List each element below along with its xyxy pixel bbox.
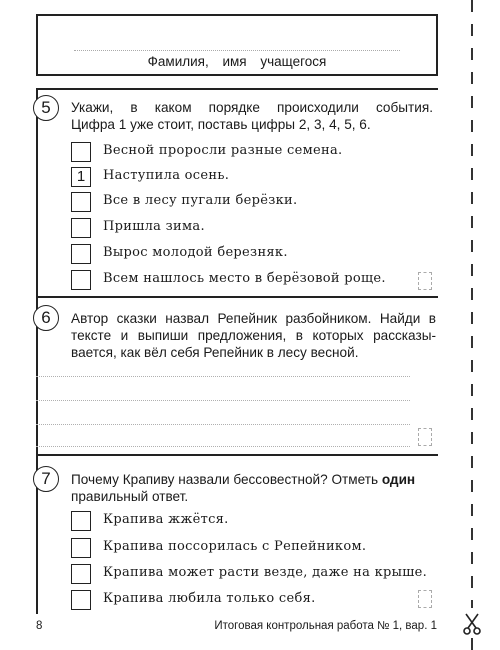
cut-line-segment (471, 288, 473, 300)
cut-line-segment (471, 384, 473, 396)
q7-prompt-emphasis: один (381, 472, 416, 487)
cut-line-segment (471, 120, 473, 132)
answer-writing-line[interactable] (36, 424, 410, 425)
cut-line-segment (471, 456, 473, 468)
cut-line-segment (471, 408, 473, 420)
cut-line-segment (471, 480, 473, 492)
q6-score-box[interactable] (418, 428, 432, 446)
cut-line-segment (471, 144, 473, 156)
q6-number-badge: 6 (33, 305, 59, 331)
q5-top-rule (36, 88, 438, 90)
q5-option-label: Всем нашлось место в берёзовой роще. (103, 271, 386, 286)
answer-writing-line[interactable] (36, 446, 410, 447)
cut-line-segment (471, 638, 473, 650)
cut-line-segment (471, 432, 473, 444)
cut-line-segment (471, 360, 473, 372)
q5-left-rule (36, 88, 38, 298)
q5-option-label: Все в лесу пугали берёзки. (103, 193, 298, 208)
order-input-box[interactable]: 1 (71, 167, 91, 187)
cut-line-segment (471, 192, 473, 204)
order-input-box[interactable] (71, 244, 91, 264)
q7-option-label: Крапива любила только себя. (103, 591, 316, 606)
cut-line-segment (471, 600, 473, 608)
student-name-label: Фамилия, имя учащегося (147, 54, 327, 69)
q5-prompt-line1: Укажи, в каком порядке происходили события. (71, 100, 433, 115)
answer-writing-line[interactable] (36, 400, 410, 401)
order-input-box[interactable] (71, 192, 91, 212)
q5-option-label: Пришла зима. (103, 219, 205, 234)
answer-checkbox[interactable] (71, 511, 91, 531)
cut-line-segment (471, 0, 473, 12)
q6-prompt-line2: тексте и выпиши предложения, в которых рассказы- (71, 328, 436, 343)
cut-line-segment (471, 336, 473, 348)
cut-line-segment (471, 504, 473, 516)
answer-checkbox[interactable] (71, 590, 91, 610)
cut-line-segment (471, 576, 473, 588)
answer-writing-line[interactable] (36, 376, 410, 377)
order-input-box[interactable] (71, 218, 91, 238)
cut-line-segment (471, 240, 473, 252)
q5-option-label: Наступила осень. (103, 168, 230, 183)
page-number: 8 (36, 620, 43, 632)
cut-line-segment (471, 528, 473, 540)
q7-option-label: Крапива может расти везде, даже на крыше. (103, 565, 428, 580)
answer-checkbox[interactable] (71, 538, 91, 558)
q6-prompt-line3: вается, как вёл себя Репейник в лесу весной. (71, 345, 359, 360)
q7-number-badge: 7 (33, 466, 59, 492)
q7-top-rule (36, 454, 438, 456)
order-input-box[interactable] (71, 142, 91, 162)
cut-line-segment (471, 48, 473, 60)
q5-score-box[interactable] (418, 272, 432, 290)
q7-prompt-line2: правильный ответ. (71, 489, 189, 504)
order-input-box[interactable] (71, 270, 91, 290)
q5-option-label: Весной проросли разные семена. (103, 143, 343, 158)
cut-line-segment (471, 168, 473, 180)
q7-prompt-text: Почему Крапиву назвали бессовестной? Отметь (71, 472, 382, 487)
work-title: Итоговая контрольная работа № 1, вар. 1 (214, 620, 437, 632)
answer-checkbox[interactable] (71, 564, 91, 584)
cut-line-segment (471, 24, 473, 36)
name-writing-line (74, 50, 400, 51)
student-name-box[interactable] (36, 14, 438, 76)
q7-score-box[interactable] (418, 590, 432, 608)
cut-line-segment (471, 216, 473, 228)
scissors-icon (461, 612, 483, 636)
q5-number-badge: 5 (33, 95, 59, 121)
q6-top-rule (36, 296, 438, 298)
q7-option-label: Крапива поссорилась с Репейником. (103, 539, 367, 554)
q6-prompt-line1: Автор сказки назвал Репейник разбойником. Найди в (71, 311, 436, 326)
cut-line-segment (471, 72, 473, 84)
cut-line-segment (471, 96, 473, 108)
cut-line-segment (471, 264, 473, 276)
cut-line-segment (471, 312, 473, 324)
q7-prompt-line1 (71, 471, 415, 488)
q7-option-label: Крапива жжётся. (103, 512, 229, 527)
cut-line-segment (471, 552, 473, 564)
q5-prompt-line2: Цифра 1 уже стоит, поставь цифры 2, 3, 4, 5, 6. (71, 117, 371, 132)
q5-option-label: Вырос молодой березняк. (103, 245, 288, 260)
